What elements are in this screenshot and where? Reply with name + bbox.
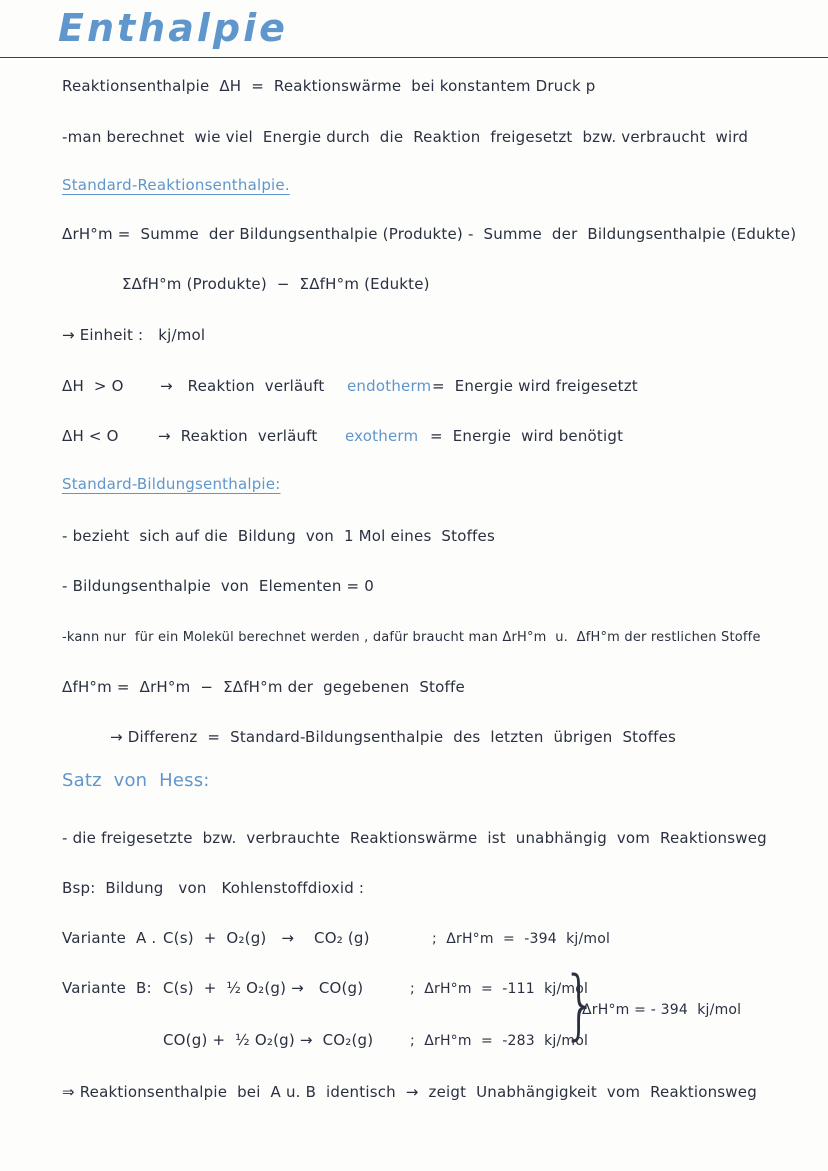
note-line-reaktionsenthalpie-def: Reaktionsenthalpie ΔH = Reaktionswärme bei konstantem Druck p — [62, 77, 596, 95]
note-line-hess-statement: - die freigesetzte bzw. verbrauchte Reaktionswärme ist unabhängig vom Reaktionsweg — [62, 829, 767, 847]
section-heading-standard-bildungsenthalpie: Standard-Bildungsenthalpie: — [62, 475, 281, 493]
divider-rule — [0, 57, 828, 58]
variante-a-equation: C(s) + O₂(g) → CO₂ (g) — [163, 929, 370, 947]
keyword-exotherm: exotherm — [345, 427, 419, 445]
dh-lt-result: = Energie wird benötigt — [430, 427, 624, 445]
right-brace-icon: } — [562, 959, 599, 1048]
variante-a-label: Variante A . — [62, 929, 157, 947]
page-title: Enthalpie — [58, 6, 288, 50]
note-line-energie-berechnung: -man berechnet wie viel Energie durch die Reaktion freigesetzt bzw. verbraucht wird — [62, 128, 749, 146]
variante-b-equation-2: CO(g) + ½ O₂(g) → CO₂(g) — [163, 1031, 374, 1049]
variante-a-enthalpy: ; ΔrH°m = -394 kj/mol — [432, 931, 611, 947]
formula-bildungsenthalpie: ΔfH°m = ΔrH°m − ΣΔfH°m der gegebenen Stoffe — [62, 678, 465, 696]
note-line-conclusion: ⇒ Reaktionsenthalpie bei A u. B identisch → zeigt Unabhängigkeit vom Reaktionsweg — [62, 1083, 757, 1101]
dh-gt-condition: ΔH > O — [62, 377, 124, 395]
formula-summen: ΣΔfH°m (Produkte) − ΣΔfH°m (Edukte) — [122, 275, 430, 293]
keyword-endotherm: endotherm — [347, 377, 432, 395]
variante-b-enthalpy-2: ; ΔrH°m = -283 kj/mol — [410, 1033, 589, 1049]
dh-lt-condition: ΔH < O — [62, 427, 119, 445]
dh-gt-verlauf-text: → Reaktion verläuft — [160, 377, 325, 395]
dh-lt-verlauf-text: → Reaktion verläuft — [158, 427, 318, 445]
note-line-beispiel: Bsp: Bildung von Kohlenstoffdioxid : — [62, 879, 365, 897]
variante-b-sum-label: ΔrH°m = - 394 kj/mol — [582, 1002, 742, 1018]
variante-b-label: Variante B: — [62, 979, 152, 997]
section-heading-satz-von-hess: Satz von Hess: — [62, 770, 210, 791]
formula-reaktionsenthalpie: ΔrH°m = Summe der Bildungsenthalpie (Produkte) - Summe der Bildungsenthalpie (Edukte) — [62, 225, 797, 243]
dh-gt-result: = Energie wird freigesetzt — [432, 377, 638, 395]
note-line-elemente-null: - Bildungsenthalpie von Elementen = 0 — [62, 577, 374, 595]
variante-b-enthalpy-1: ; ΔrH°m = -111 kj/mol — [410, 981, 589, 997]
section-heading-standard-reaktionsenthalpie: Standard-Reaktionsenthalpie. — [62, 176, 290, 194]
note-line-bildung-1mol: - bezieht sich auf die Bildung von 1 Mol eines Stoffes — [62, 527, 495, 545]
note-line-einheit: → Einheit : kj/mol — [62, 326, 206, 344]
variante-b-equation-1: C(s) + ½ O₂(g) → CO(g) — [163, 979, 364, 997]
note-line-molekuel-berechnung: -kann nur für ein Molekül berechnet werden , dafür braucht man ΔrH°m u. ΔfH°m der restlichen Stoffe — [62, 630, 761, 645]
note-line-differenz: → Differenz = Standard-Bildungsenthalpie des letzten übrigen Stoffes — [110, 728, 677, 746]
